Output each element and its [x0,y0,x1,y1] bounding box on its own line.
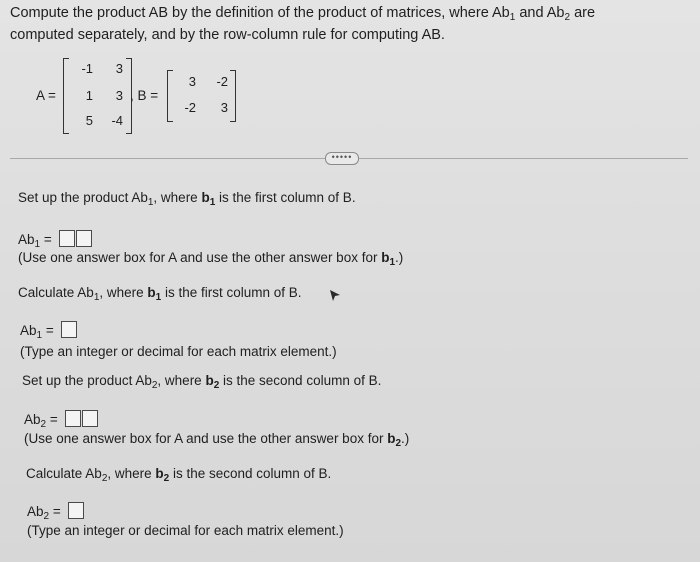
answer-row-ab1: $Ab_1$ = [20,321,77,338]
hint-ab1: (Type an integer or decimal for each matrix element.) [20,344,337,359]
hint-ab2-setup: (Use one answer box for A and use the other answer box for $b_2$.) [24,431,410,449]
answer-box-ab1[interactable] [61,321,77,338]
matrix-a-cell: 3 [115,88,123,103]
hint-ab1-setup: (Use one answer box for A and use the other answer box for $b_1$.) [18,250,404,268]
matrix-a-label: A = [36,88,56,103]
matrix-a-cell: -1 [81,61,93,76]
matrix-a-left-bracket [63,58,69,134]
instruction-calculate-ab1: Calculate $Ab_1$, where $b_1$ is the first column of B. [18,285,302,303]
answer-row-ab2: $Ab_2$ = [27,502,84,519]
instruction-calculate-ab2: Calculate $Ab_2$, where $b_2$ is the second column of B. [26,466,332,484]
matrix-b-right-bracket [230,70,236,122]
instruction-setup-ab2: Set up the product $Ab_2$, where $b_2$ is the second column of B. [22,373,382,391]
matrix-b-cell: -2 [184,100,196,115]
matrix-b-cell: -2 [216,74,228,89]
matrix-b-cell: 3 [188,74,196,89]
expand-more-button[interactable]: ••••• [325,152,359,165]
answer-row-ab2-setup: $Ab_2$ = [24,410,98,427]
matrix-a-cell: 1 [85,88,93,103]
problem-statement [10,2,650,46]
problem-line-1: Compute the product AB by the definition of the product of matrices, where $Ab_1$ and $Ab_2$ are [10,5,596,23]
answer-box-ab2[interactable] [68,502,84,519]
answer-box-matrix-a[interactable] [59,230,75,247]
matrix-b-cell: 3 [220,100,228,115]
problem-line-2: computed separately, and by the row-column rule for computing AB. [10,27,445,43]
answer-row-ab1-setup: $Ab_1$ = [18,230,92,247]
matrix-a-cell: 3 [115,61,123,76]
answer-box-vector-b2[interactable] [82,410,98,427]
instruction-setup-ab1: Set up the product $Ab_1$, where $b_1$ is the first column of B. [18,190,356,208]
matrix-a-cell: 5 [85,113,93,128]
matrix-b-left-bracket [167,70,173,122]
matrix-b-label: , B = [130,88,159,103]
hint-ab2: (Type an integer or decimal for each matrix element.) [27,523,344,538]
answer-box-matrix-a[interactable] [65,410,81,427]
mouse-pointer-icon [329,289,341,303]
answer-box-vector-b1[interactable] [76,230,92,247]
matrix-a-cell: -4 [111,113,123,128]
